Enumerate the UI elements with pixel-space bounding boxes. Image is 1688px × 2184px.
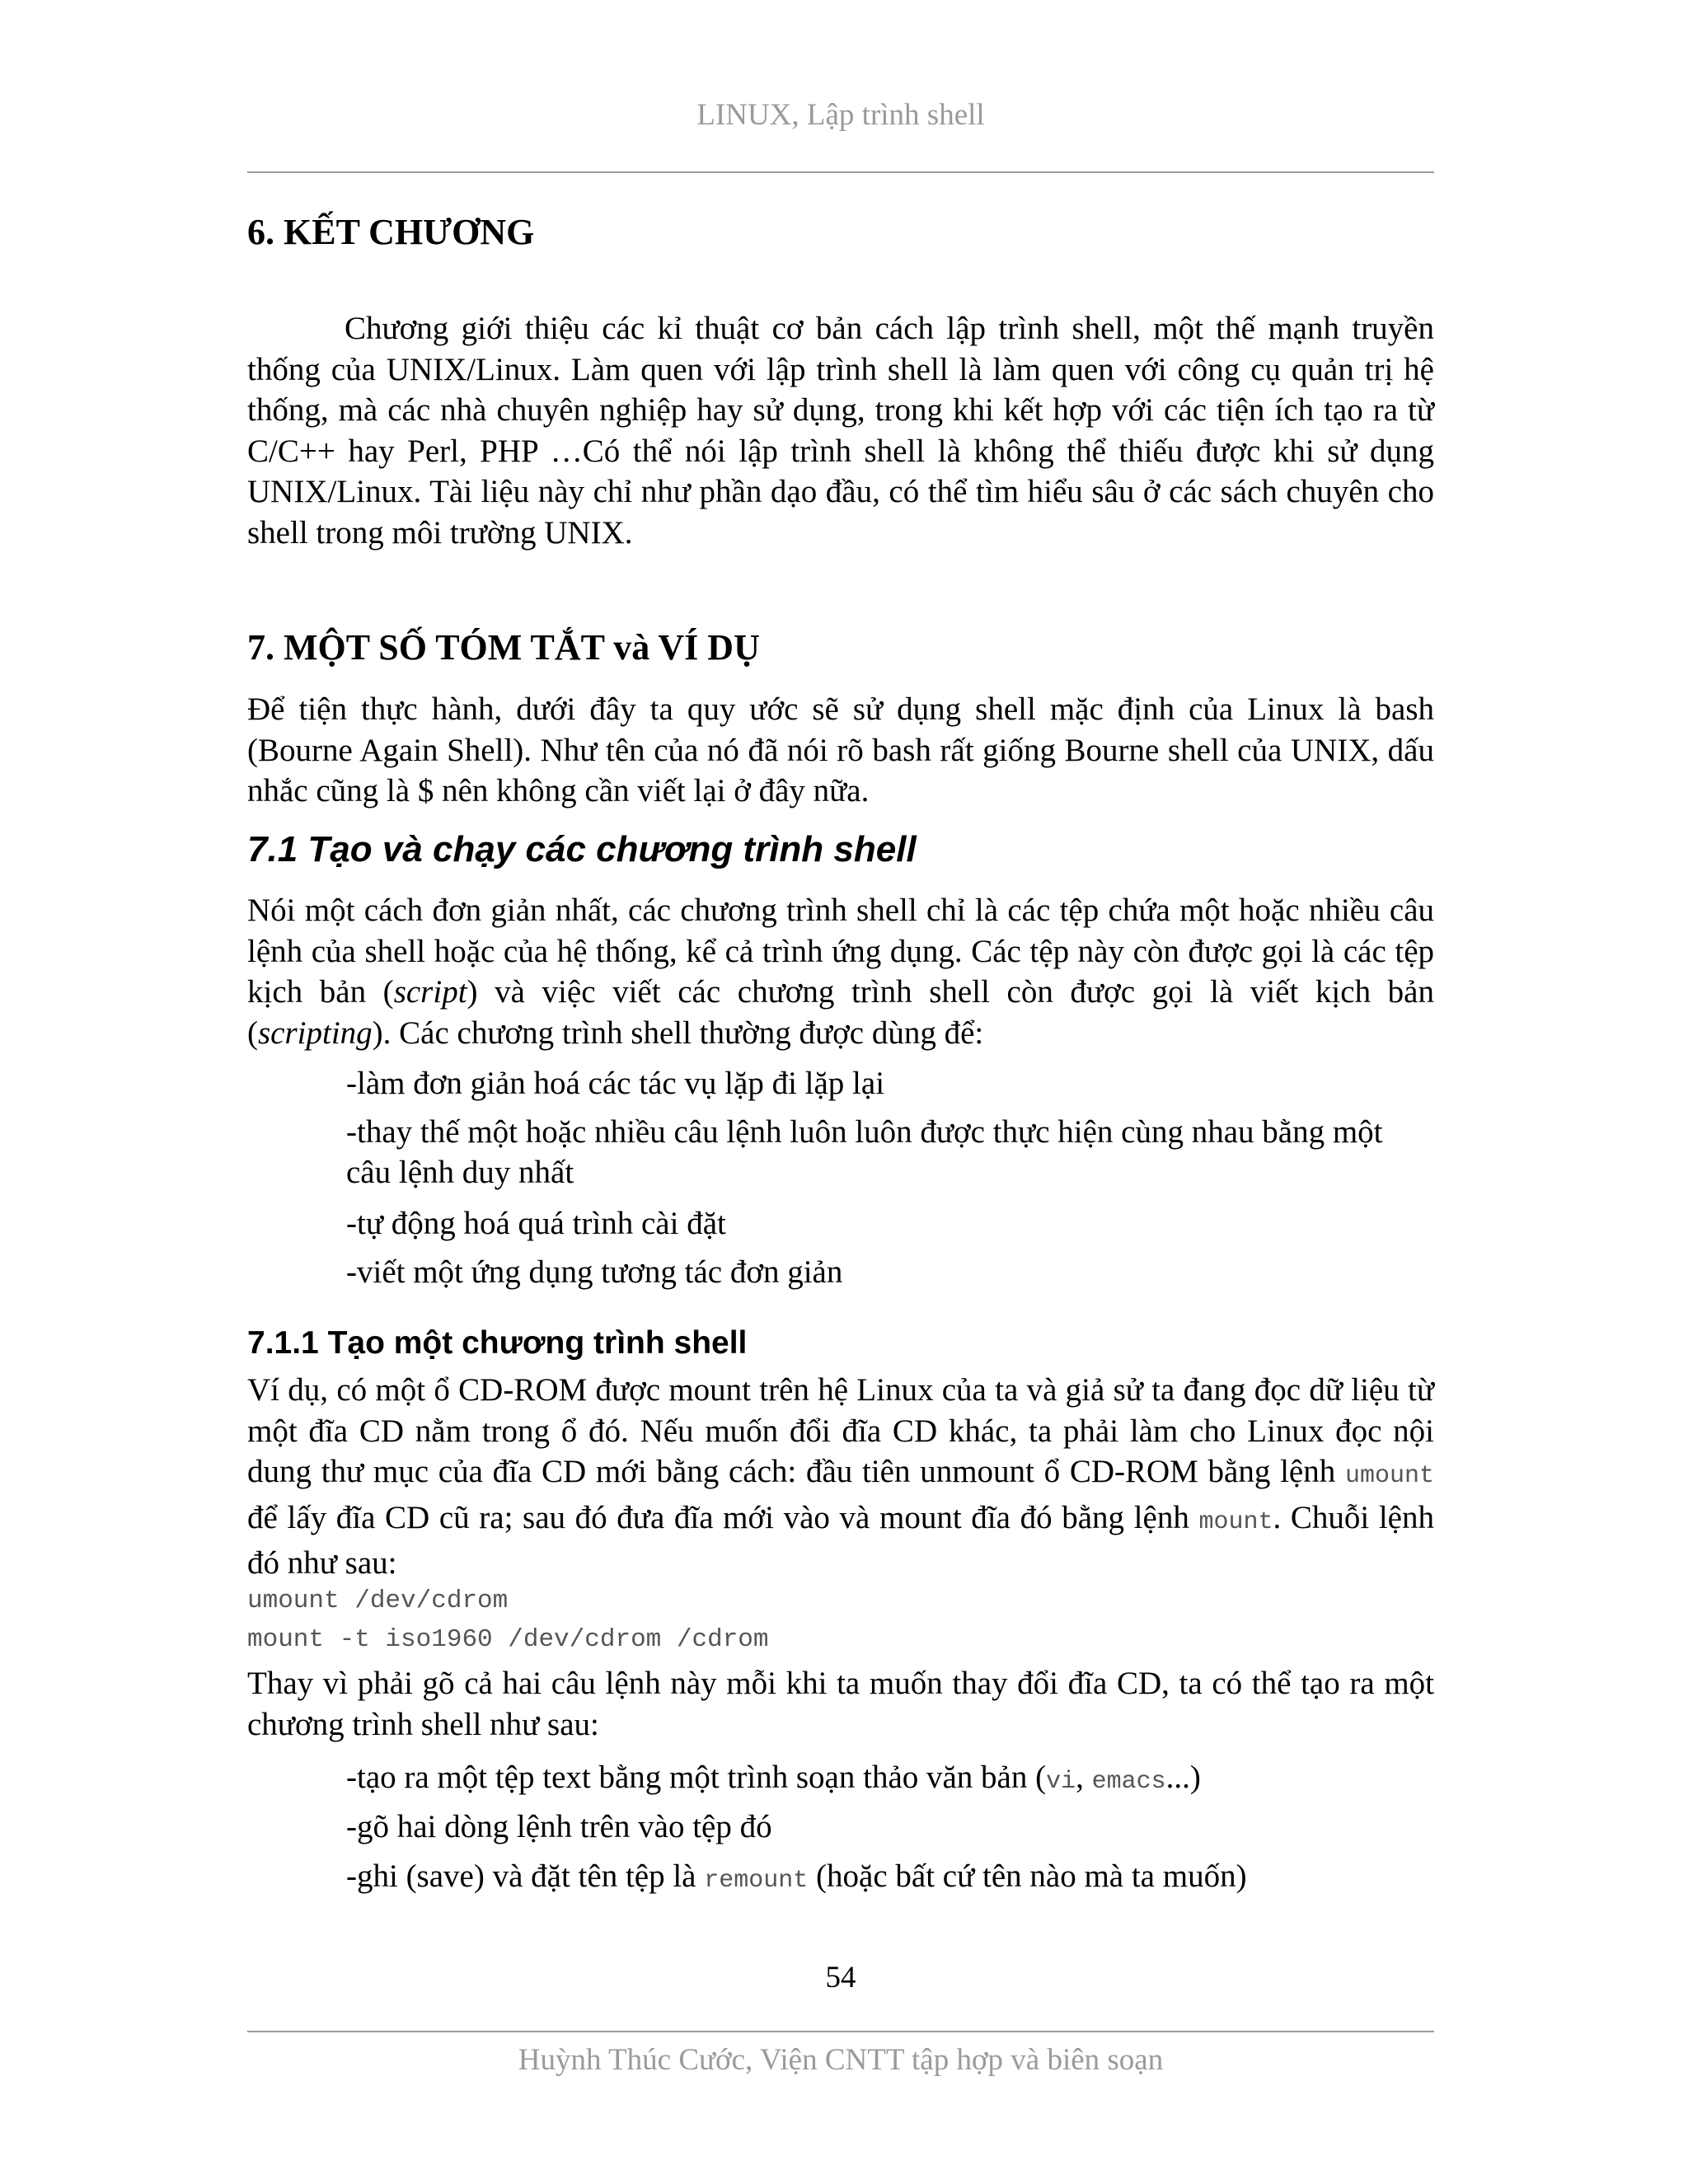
list-item: -gõ hai dòng lệnh trên vào tệp đó [346, 1809, 772, 1844]
header-divider [247, 171, 1434, 173]
code-line: mount -t iso1960 /dev/cdrom /cdrom [247, 1625, 769, 1654]
section-6-paragraph: Chương giới thiệu các kỉ thuật cơ bản cách lập trình shell, một thế mạnh truyền thống của UNIX/Linux. Làm quen với lập trình shell là làm quen với công cụ quản trị hệ thống, mà các nhà chuyên nghiệp hay sử dụng, trong khi kết hợp với các tiện ích tạo ra từ C/C++ hay Perl, PHP …Có thể nói lập trình shell là không thể thiếu được khi sử dụng UNIX/Linux. Tài liệu này chỉ như phần dạo đầu, có thể tìm hiểu sâu ở các sách chuyên cho shell trong môi trường UNIX. [247, 311, 1434, 551]
list-item: -tạo ra một tệp text bằng một trình soạn thảo văn bản (vi, emacs...) [346, 1760, 1201, 1796]
section-7-1-1-paragraph-2: Thay vì phải gõ cả hai câu lệnh này mỗi khi ta muốn thay đổi đĩa CD, ta có thể tạo ra một chương trình shell như sau: [247, 1666, 1434, 1742]
list-item: -tự động hoá quá trình cài đặt [346, 1206, 726, 1241]
inline-code-remount: remount [704, 1867, 809, 1895]
section-7-heading: 7. MỘT SỐ TÓM TẮT và VÍ DỤ [247, 627, 760, 668]
section-7-1-1-paragraph: Ví dụ, có một ổ CD-ROM được mount trên hệ Linux của ta và giả sử ta đang đọc dữ liệu từ một đĩa CD nằm trong ổ đó. Nếu muốn đổi đĩa CD khác, ta phải làm cho Linux đọc nội dung thư mục của đĩa CD mới bằng cách: đầu tiên unmount ổ CD-ROM bằng lệnh umount để lấy đĩa CD cũ ra; sau đó đưa đĩa mới vào và mount đĩa đó bằng lệnh mount. Chuỗi lệnh đó như sau: [247, 1372, 1434, 1581]
page-number: 54 [825, 1961, 856, 1994]
section-7-1-paragraph: Nói một cách đơn giản nhất, các chương trình shell chỉ là các tệp chứa một hoặc nhiều câu lệnh của shell hoặc của hệ thống, kể cả trình ứng dụng. Các tệp này còn được gọi là các tệp kịch bản (script) và việc viết các chương trình shell còn được gọi là viết kịch bản (scripting). Các chương trình shell thường được dùng để: [247, 893, 1434, 1051]
running-footer: Huỳnh Thúc Cước, Viện CNTT tập hợp và biên soạn [518, 2043, 1164, 2077]
list-item: -viết một ứng dụng tương tác đơn giản [346, 1254, 843, 1290]
inline-code-vi: vi [1046, 1768, 1076, 1796]
code-line: umount /dev/cdrom [247, 1586, 509, 1615]
inline-code-emacs: emacs [1091, 1768, 1166, 1796]
footer-divider [247, 2031, 1434, 2032]
list-item: -thay thế một hoặc nhiều câu lệnh luôn luôn được thực hiện cùng nhau bằng một câu lệnh duy nhất [346, 1114, 1383, 1190]
list-item: -ghi (save) và đặt tên tệp là remount (hoặc bất cứ tên nào mà ta muốn) [346, 1858, 1247, 1895]
section-6-heading: 6. KẾT CHƯƠNG [247, 212, 535, 252]
inline-code-umount: umount [1344, 1462, 1434, 1490]
term-script: script [393, 974, 467, 1010]
section-7-1-1-heading: 7.1.1 Tạo một chương trình shell [247, 1325, 748, 1361]
inline-code-mount: mount [1198, 1507, 1273, 1536]
running-header: LINUX, Lập trình shell [696, 98, 985, 132]
term-scripting: scripting [258, 1015, 373, 1051]
list-item: -làm đơn giản hoá các tác vụ lặp đi lặp lại [346, 1066, 885, 1101]
section-7-1-heading: 7.1 Tạo và chạy các chương trình shell [247, 829, 917, 869]
section-7-intro: Để tiện thực hành, dưới đây ta quy ước sẽ sử dụng shell mặc định của Linux là bash (Bourne Again Shell). Như tên của nó đã nói rõ bash rất giống Bourne shell của UNIX, dấu nhắc cũng là $ nên không cần viết lại ở đây nữa. [247, 691, 1434, 808]
